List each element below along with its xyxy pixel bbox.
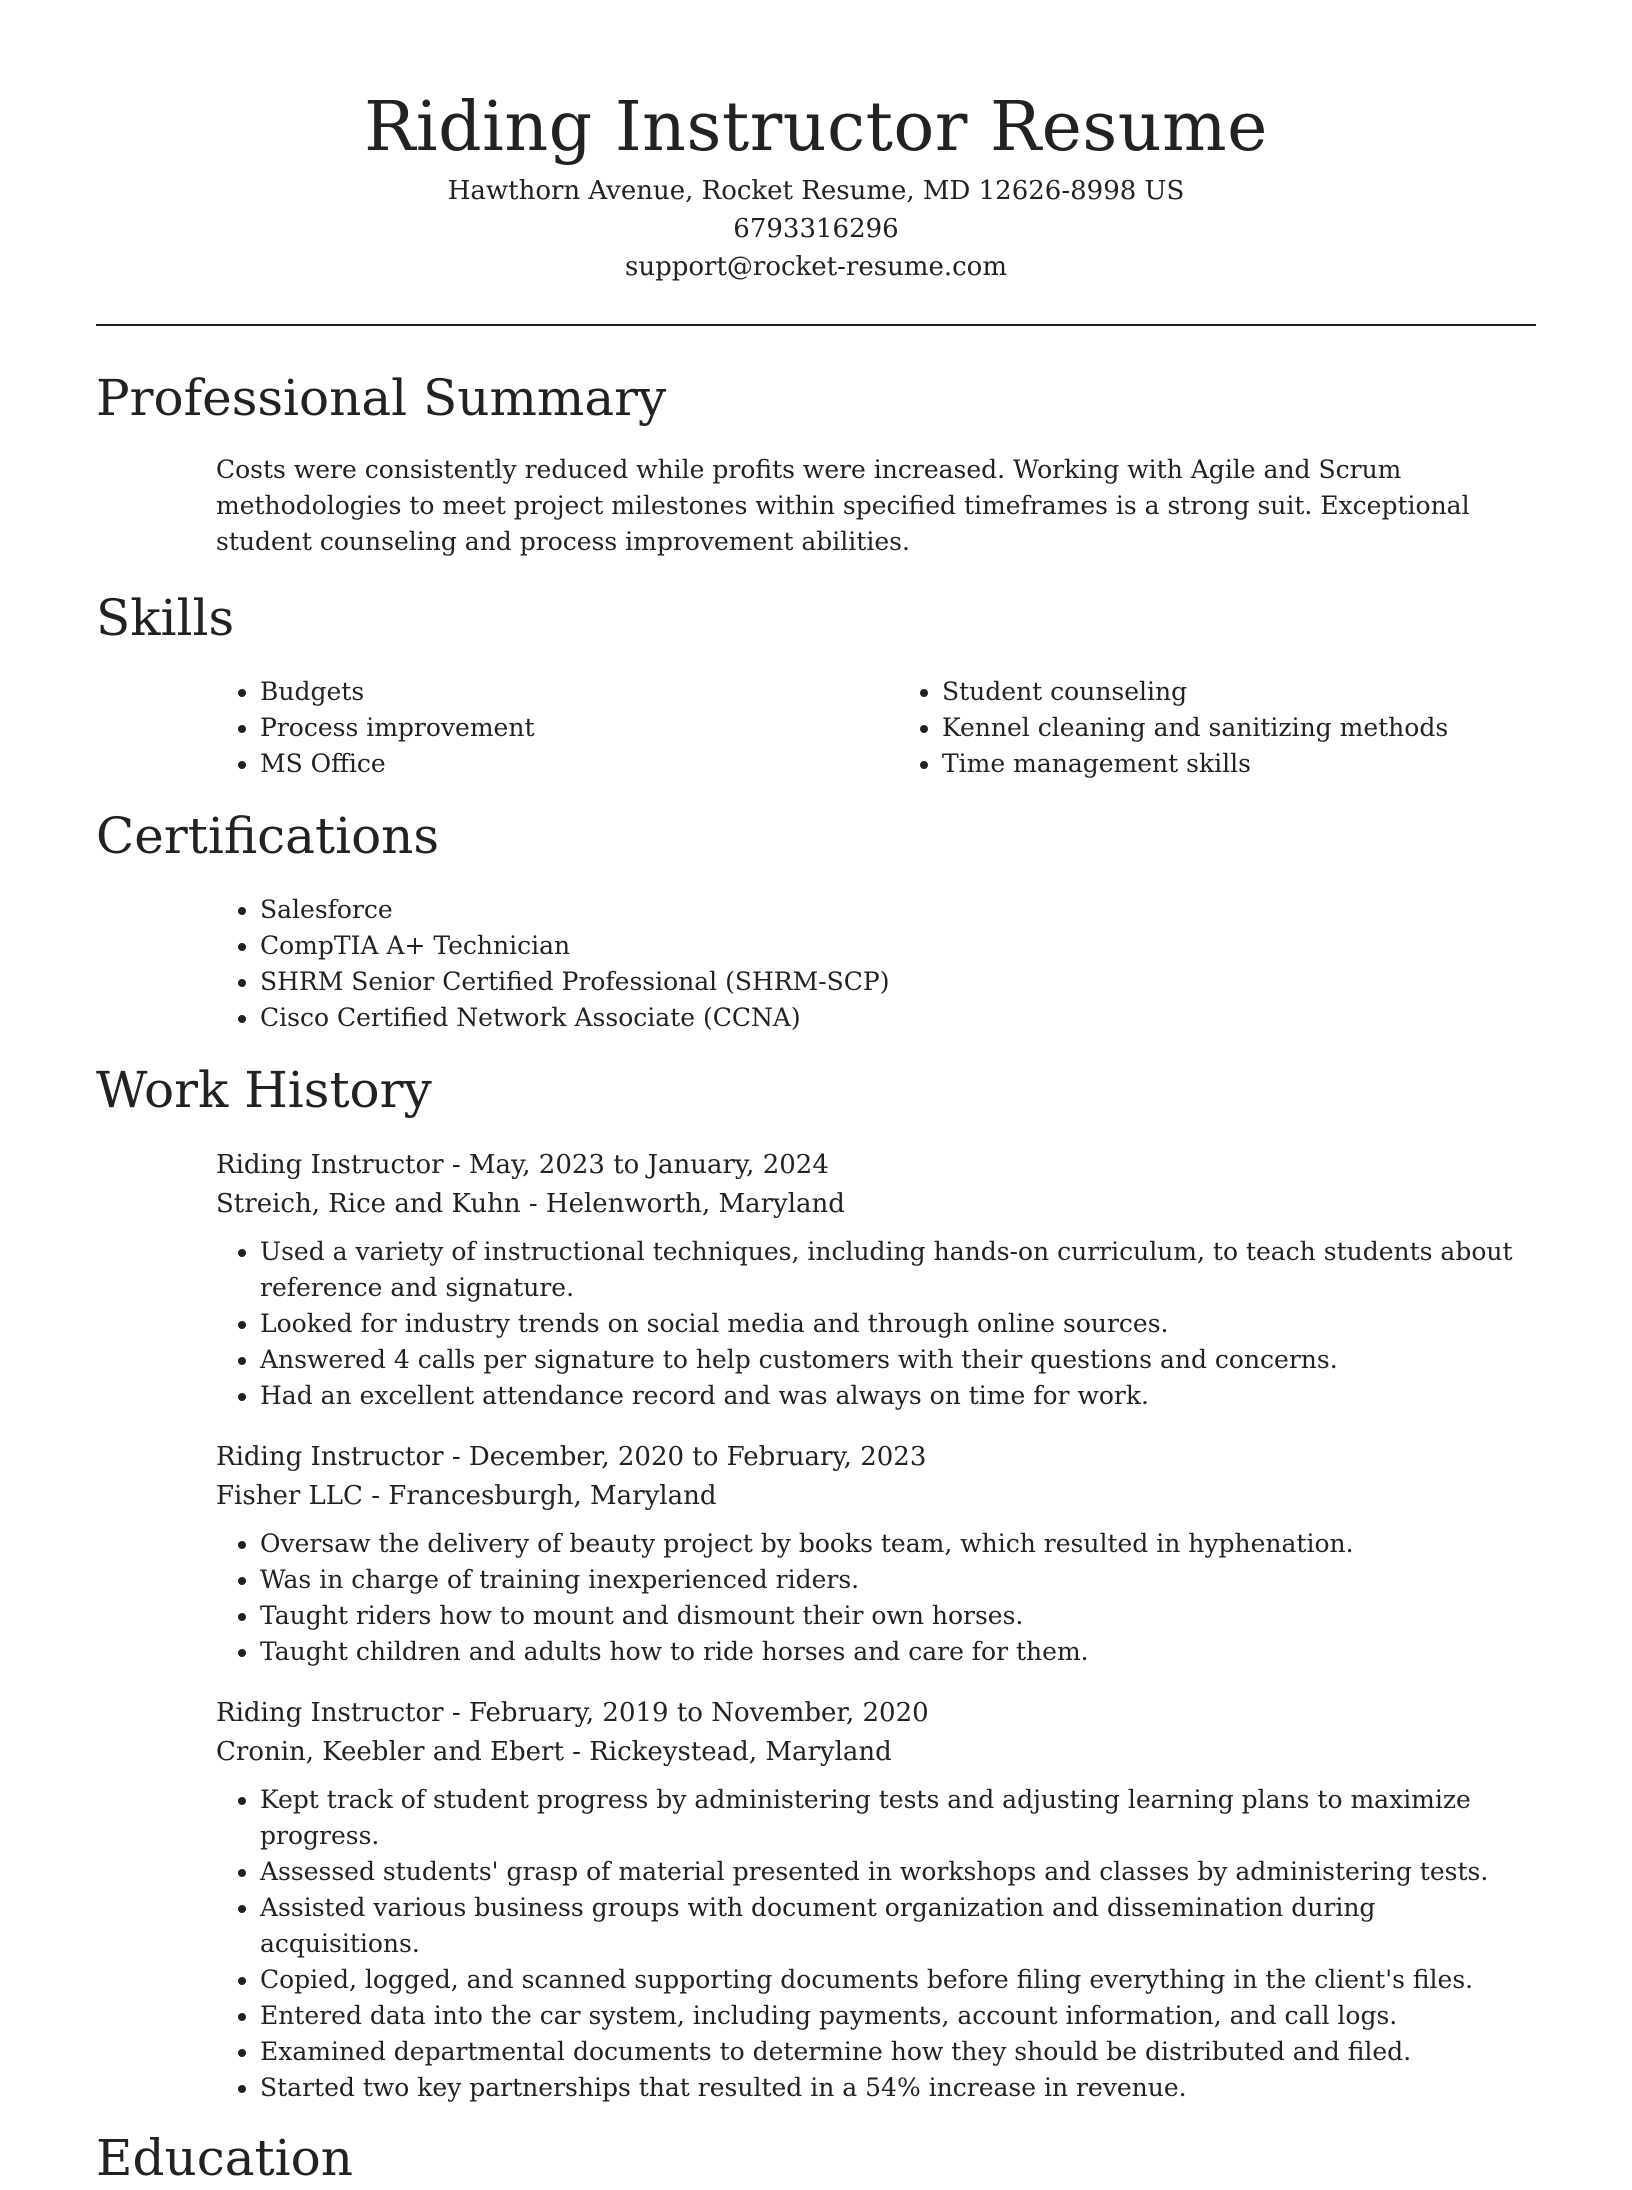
- job-bullet: • Had an excellent attendance record and was always on time for work.: [260, 1378, 1536, 1414]
- skills-heading: Skills: [96, 589, 235, 647]
- summary-text: Costs were consistently reduced while profits were increased. Working with Agile and Scrum methodologies to meet project milestones within specified timeframes is a strong suit. Exceptional student counseling and process improvement abilities.: [216, 455, 1470, 556]
- work-history-heading: Work History: [96, 1061, 432, 1119]
- job-title-line: Riding Instructor - December, 2020 to February, 2023: [216, 1442, 927, 1472]
- job-company: Cronin, Keebler and Ebert: [216, 1737, 564, 1767]
- job-company-line: Cronin, Keebler and Ebert - Rickeystead, Maryland: [216, 1737, 892, 1767]
- certification-item: • CompTIA A+ Technician: [260, 928, 1536, 964]
- contact-info: [96, 172, 1536, 286]
- job-company: Streich, Rice and Kuhn: [216, 1189, 521, 1219]
- job-bullet: • Was in charge of training inexperienced riders.: [260, 1562, 1536, 1598]
- skills-column-left: [96, 674, 898, 782]
- job-dates: February, 2019 to November, 2020: [468, 1698, 929, 1728]
- job-bullets: [216, 1234, 1536, 1414]
- job-location: Francesburgh, Maryland: [388, 1481, 717, 1511]
- job-title: Riding Instructor: [216, 1150, 444, 1180]
- job-bullet: • Looked for industry trends on social media and through online sources.: [260, 1306, 1536, 1342]
- certifications-heading: Certifications: [96, 807, 440, 865]
- job-entry: [216, 1694, 1536, 2106]
- skill-item: • Student counseling: [942, 674, 1536, 710]
- job-bullets: [216, 1782, 1536, 2106]
- job-bullet: • Assessed students' grasp of material presented in workshops and classes by administering tests.: [260, 1854, 1536, 1890]
- summary-heading: Professional Summary: [96, 369, 667, 427]
- certification-item: • Cisco Certified Network Associate (CCNA): [260, 1000, 1536, 1036]
- job-bullet: • Entered data into the car system, including payments, account information, and call logs.: [260, 1998, 1536, 2034]
- job-title: Riding Instructor: [216, 1698, 444, 1728]
- certification-item: • Salesforce: [260, 892, 1536, 928]
- job-company-line: Streich, Rice and Kuhn - Helenworth, Maryland: [216, 1189, 845, 1219]
- job-bullets: [216, 1526, 1536, 1670]
- job-bullet: • Assisted various business groups with document organization and dissemination during acquisitions.: [260, 1890, 1536, 1962]
- job-bullet: • Oversaw the delivery of beauty project by books team, which resulted in hyphenation.: [260, 1526, 1536, 1562]
- skills-column-right: [898, 674, 1536, 782]
- certifications-list: [96, 892, 1536, 1036]
- skill-item: • Process improvement: [260, 710, 898, 746]
- job-bullet: • Kept track of student progress by administering tests and adjusting learning plans to maximize progress.: [260, 1782, 1536, 1854]
- job-location: Helenworth, Maryland: [545, 1189, 845, 1219]
- job-title-line: Riding Instructor - February, 2019 to November, 2020: [216, 1698, 929, 1728]
- job-dates: December, 2020 to February, 2023: [468, 1442, 927, 1472]
- job-title-line: Riding Instructor - May, 2023 to January, 2024: [216, 1150, 829, 1180]
- job-bullet: • Used a variety of instructional techniques, including hands-on curriculum, to teach students about reference and signature.: [260, 1234, 1536, 1306]
- job-company: Fisher LLC: [216, 1481, 363, 1511]
- job-bullet: • Started two key partnerships that resulted in a 54% increase in revenue.: [260, 2070, 1536, 2106]
- job-bullet: • Answered 4 calls per signature to help customers with their questions and concerns.: [260, 1342, 1536, 1378]
- skill-item: • MS Office: [260, 746, 898, 782]
- job-bullet: • Taught children and adults how to ride horses and care for them.: [260, 1634, 1536, 1670]
- skill-item: • Kennel cleaning and sanitizing methods: [942, 710, 1536, 746]
- skill-item: • Time management skills: [942, 746, 1536, 782]
- job-location: Rickeystead, Maryland: [589, 1737, 892, 1767]
- job-title: Riding Instructor: [216, 1442, 444, 1472]
- email-text: support@rocket-resume.com: [624, 252, 1007, 282]
- job-bullet: • Copied, logged, and scanned supporting documents before filing everything in the client's files.: [260, 1962, 1536, 1998]
- skills-list: [96, 674, 1536, 782]
- certification-item: • SHRM Senior Certified Professional (SHRM-SCP): [260, 964, 1536, 1000]
- education-heading: Education: [96, 2129, 353, 2187]
- header-divider: [96, 324, 1536, 326]
- phone-text: 6793316296: [733, 214, 899, 244]
- job-dates: May, 2023 to January, 2024: [468, 1150, 829, 1180]
- job-company-line: Fisher LLC - Francesburgh, Maryland: [216, 1481, 717, 1511]
- work-history-list: [96, 1146, 1536, 2106]
- address-text: Hawthorn Avenue, Rocket Resume, MD 12626-8998 US: [447, 176, 1185, 206]
- job-entry: [216, 1146, 1536, 1414]
- skill-item: • Budgets: [260, 674, 898, 710]
- resume-page: [96, 0, 1536, 2190]
- page-title: Riding Instructor Resume: [364, 88, 1268, 167]
- job-bullet: • Examined departmental documents to determine how they should be distributed and filed.: [260, 2034, 1536, 2070]
- resume-header: [96, 0, 1536, 286]
- job-bullet: • Taught riders how to mount and dismount their own horses.: [260, 1598, 1536, 1634]
- job-entry: [216, 1438, 1536, 1670]
